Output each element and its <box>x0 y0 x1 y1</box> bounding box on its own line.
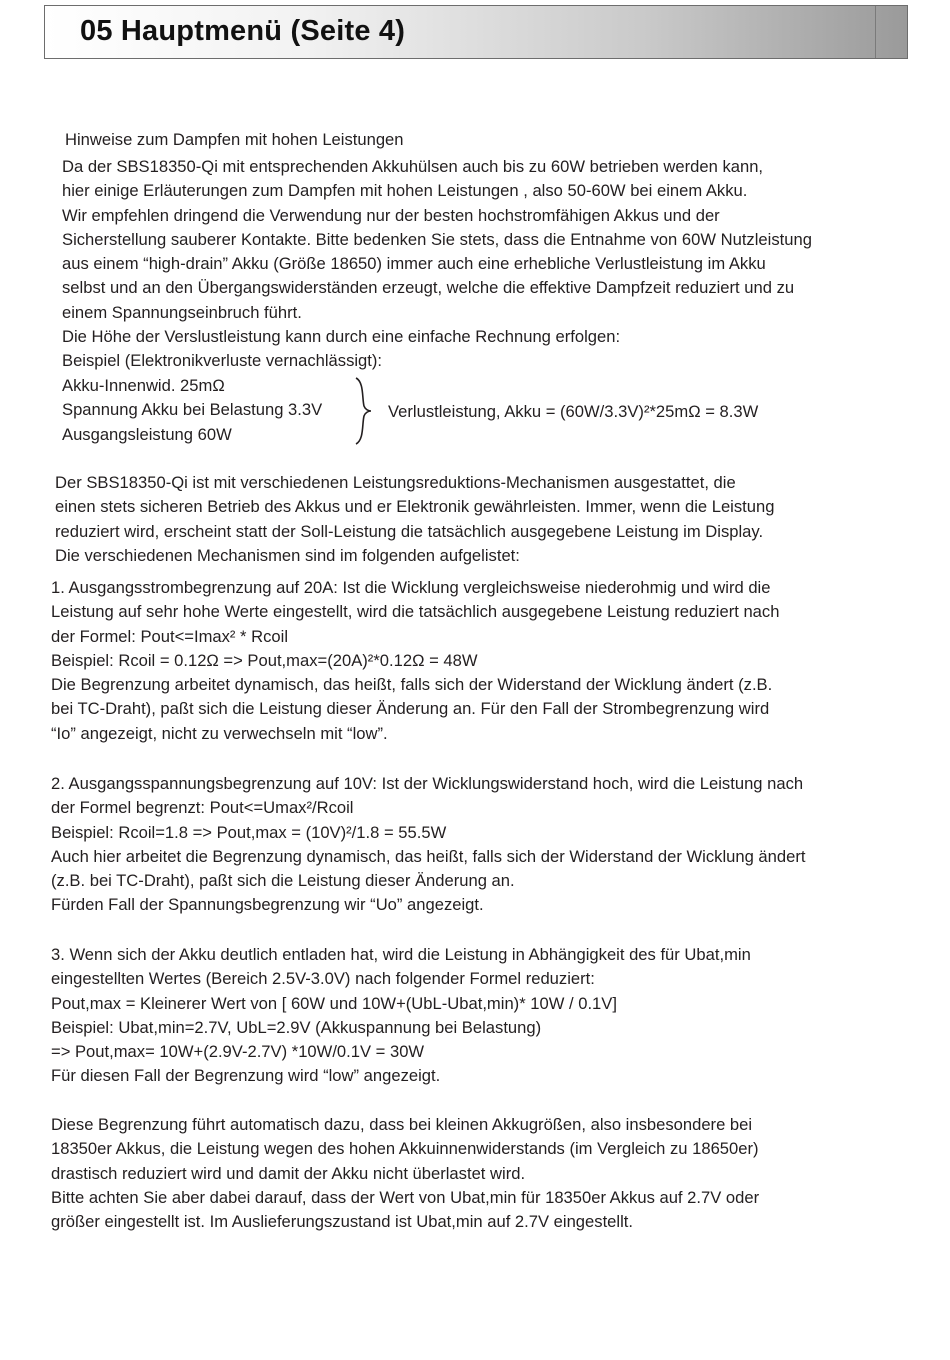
list-item-current-limit <box>51 576 779 746</box>
mechanisms-paragraph <box>55 471 774 568</box>
list-item-voltage-limit <box>51 772 805 918</box>
text-line: 1. Ausgangsstrombegrenzung auf 20A: Ist die Wicklung vergleichsweise niederohmig und wird die <box>51 578 771 597</box>
text-line: einen stets sicheren Betrieb des Akkus und er Elektronik gewährleisten. Immer, wenn die Leistung <box>55 497 775 517</box>
text-line: => Pout,max= 10W+(2.9V-2.7V) *10W/0.1V = 30W <box>51 1042 425 1062</box>
text-line: größer eingestellt ist. Im Auslieferungszustand ist Ubat,min auf 2.7V eingestellt. <box>51 1212 633 1232</box>
text-line: 18350er Akkus, die Leistung wegen des hohen Akkuinnenwiderstands (im Vergleich zu 18650er) <box>51 1139 759 1159</box>
text-line: “Io” angezeigt, nicht zu verwechseln mit “low”. <box>51 723 388 743</box>
curly-brace-icon <box>352 376 376 446</box>
text-line: drastisch reduziert wird und damit der Akku nicht überlastet wird. <box>51 1163 526 1183</box>
text-line: (z.B. bei TC-Draht), paßt sich die Leistung dieser Änderung an. <box>51 871 515 891</box>
text-line: Leistung auf sehr hohe Werte eingestellt, wird die tatsächlich ausgegebene Leistung reduziert nach <box>51 602 780 622</box>
text-line: Beispiel: Rcoil = 0.12Ω => Pout,max=(20A)²*0.12Ω = 48W <box>51 650 478 670</box>
text-line: Fürden Fall der Spannungsbegrenzung wir “Uo” angezeigt. <box>51 895 484 915</box>
text-line: Der SBS18350-Qi ist mit verschiedenen Leistungsreduktions-Mechanismen ausgestattet, die <box>55 473 736 492</box>
text-line: Pout,max = Kleinerer Wert von [ 60W und 10W+(UbL-Ubat,min)* 10W / 0.1V] <box>51 993 617 1013</box>
page-header <box>44 5 908 59</box>
text-line: hier einige Erläuterungen zum Dampfen mit hohen Leistungen , also 50-60W bei einem Akku. <box>62 181 748 201</box>
text-line: reduziert wird, erscheint statt der Soll-Leistung die tatsächlich ausgegebene Leistung im Display. <box>55 521 764 541</box>
page-title: 05 Hauptmenü (Seite 4) <box>80 15 406 47</box>
text-line: Beispiel: Rcoil=1.8 => Pout,max = (10V)²/1.8 = 55.5W <box>51 822 447 842</box>
text-line: Die verschiedenen Mechanismen sind im folgenden aufgelistet: <box>55 545 520 565</box>
text-line: 3. Wenn sich der Akku deutlich entladen hat, wird die Leistung in Abhängigkeit des für Ubat,min <box>51 945 751 964</box>
text-line: Sicherstellung sauberer Kontakte. Bitte bedenken Sie stets, dass die Entnahme von 60W Nutzleistung <box>62 229 812 249</box>
text-line: aus einem “high-drain” Akku (Größe 18650) immer auch eine erhebliche Verlustleistung im Akku <box>62 254 766 274</box>
text-line: der Formel: Pout<=Imax² * Rcoil <box>51 626 289 646</box>
text-line: der Formel begrenzt: Pout<=Umax²/Rcoil <box>51 798 354 818</box>
text-line: selbst und an den Übergangswiderständen erzeugt, welche die effektive Dampfzeit reduziert und zu <box>62 278 795 298</box>
text-line: eingestellten Wertes (Bereich 2.5V-3.0V) nach folgender Formel reduziert: <box>51 969 595 989</box>
text-line: Die Begrenzung arbeitet dynamisch, das heißt, falls sich der Widerstand der Wicklung ändert (z.B. <box>51 675 773 695</box>
text-line: Für diesen Fall der Begrenzung wird “low” angezeigt. <box>51 1066 441 1086</box>
text-line: 2. Ausgangsspannungsbegrenzung auf 10V: Ist der Wicklungswiderstand hoch, wird die Leistung nach <box>51 774 804 793</box>
example-values <box>62 374 322 447</box>
text-line: Da der SBS18350-Qi mit entsprechenden Akkuhülsen auch bis zu 60W betrieben werden kann, <box>62 157 764 176</box>
intro-paragraph <box>62 155 812 374</box>
text-line: bei TC-Draht), paßt sich die Leistung dieser Änderung an. Für den Fall der Strombegrenzung wird <box>51 699 770 719</box>
example-line: Spannung Akku bei Belastung 3.3V <box>62 400 323 420</box>
example-line: Ausgangsleistung 60W <box>62 424 232 444</box>
text-line: Wir empfehlen dringend die Verwendung nur der besten hochstromfähigen Akkus und der <box>62 205 720 225</box>
text-line: Diese Begrenzung führt automatisch dazu, dass bei kleinen Akkugrößen, also insbesondere bei <box>51 1115 753 1134</box>
text-line: Beispiel (Elektronikverluste vernachlässigt): <box>62 351 383 371</box>
text-line: einem Spannungseinbruch führt. <box>62 302 302 322</box>
closing-paragraph <box>51 1113 759 1234</box>
text-line: Beispiel: Ubat,min=2.7V, UbL=2.9V (Akkuspannung bei Belastung) <box>51 1017 542 1037</box>
example-line: Akku-Innenwid. 25mΩ <box>62 376 225 395</box>
header-divider <box>875 6 876 58</box>
text-line: Die Höhe der Verslustleistung kann durch eine einfache Rechnung erfolgen: <box>62 327 621 347</box>
list-item-battery-limit <box>51 943 751 1089</box>
text-line: Bitte achten Sie aber dabei darauf, dass der Wert von Ubat,min für 18350er Akkus auf 2.7V oder <box>51 1187 760 1207</box>
loss-result: Verlustleistung, Akku = (60W/3.3V)²*25mΩ = 8.3W <box>388 402 759 421</box>
section-title: Hinweise zum Dampfen mit hohen Leistungen <box>65 130 404 149</box>
text-line: Auch hier arbeitet die Begrenzung dynamisch, das heißt, falls sich der Widerstand der Wicklung ändert <box>51 846 806 866</box>
